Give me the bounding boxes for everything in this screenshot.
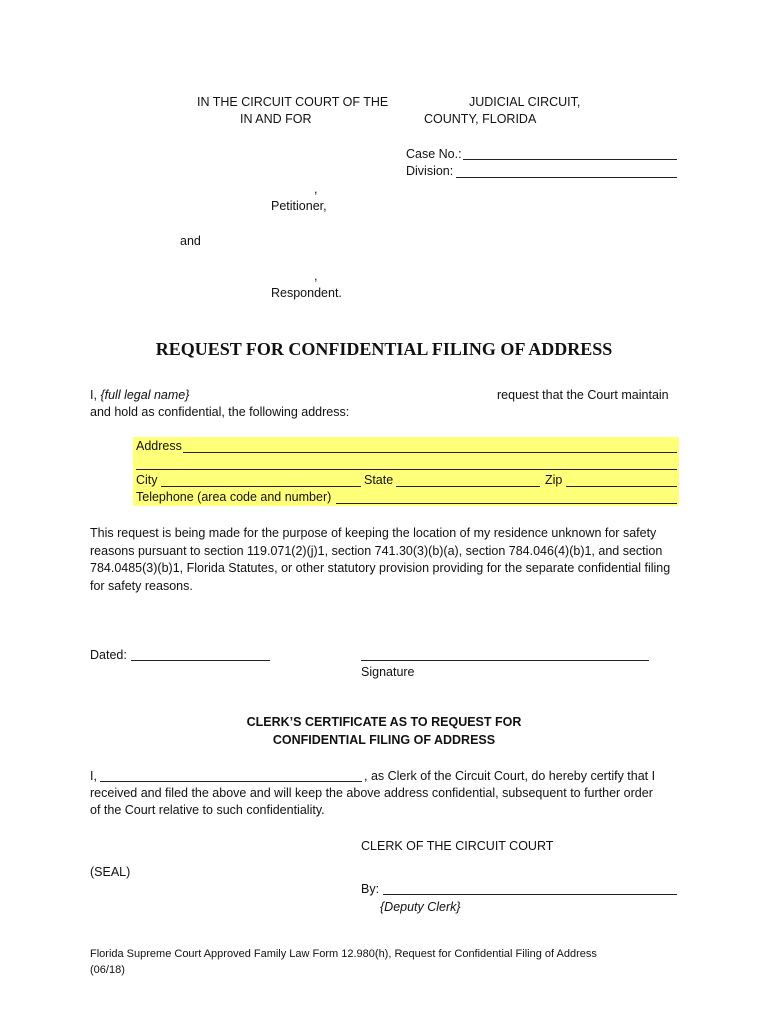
clerk-title: CLERK OF THE CIRCUIT COURT [361, 839, 554, 853]
and-label: and [180, 234, 201, 248]
zip-label: Zip [545, 473, 563, 487]
deputy-clerk-signature-field[interactable] [383, 894, 677, 895]
address-row [136, 438, 182, 455]
address-field-line2[interactable] [136, 469, 677, 470]
seal-label: (SEAL) [90, 865, 131, 879]
signature-field[interactable] [361, 660, 649, 661]
page-title: REQUEST FOR CONFIDENTIAL FILING OF ADDRESS [155, 339, 613, 359]
cert-line2: received and filed the above and will keep the above address confidential, subsequent to further order [90, 786, 653, 800]
by-label: By: [361, 882, 380, 896]
court-line1-left: IN THE CIRCUIT COURT OF THE [197, 95, 389, 109]
petitioner-label: Petitioner, [271, 199, 327, 213]
footer-line2: (06/18) [90, 964, 125, 976]
clerk-heading-line1: CLERK’S CERTIFICATE AS TO REQUEST FOR [246, 715, 522, 729]
division-field[interactable] [456, 177, 677, 178]
state-label: State [364, 473, 394, 487]
request-intro [90, 387, 189, 403]
address-label: Address [136, 439, 182, 453]
footer-line1: Florida Supreme Court Approved Family Law Form 12.980(h), Request for Confidential Filing of Address [90, 948, 597, 960]
date-field[interactable] [131, 660, 270, 661]
dated-label: Dated: [90, 648, 127, 662]
address-field[interactable] [183, 452, 677, 453]
city-field[interactable] [161, 486, 361, 487]
clerk-heading-line2: CONFIDENTIAL FILING OF ADDRESS [272, 733, 496, 747]
court-line1-right: JUDICIAL CIRCUIT, [469, 95, 581, 109]
telephone-label: Telephone (area code and number) [136, 490, 332, 504]
full-legal-name-placeholder[interactable]: {full legal name} [100, 388, 190, 402]
city-label: City [136, 473, 158, 487]
request-line2: and hold as confidential, the following address: [90, 405, 350, 419]
court-line2-left: IN AND FOR [240, 112, 312, 126]
case-no-label: Case No.: [406, 147, 462, 161]
cert-i-label: I, [90, 769, 97, 783]
court-line2-right: COUNTY, FLORIDA [424, 112, 537, 126]
signature-label: Signature [361, 665, 415, 679]
petitioner-comma: , [314, 182, 318, 196]
division-label: Division: [406, 164, 454, 178]
intro-prefix: I, [90, 388, 97, 402]
state-field[interactable] [396, 486, 540, 487]
cert-line1-suffix: , as Clerk of the Circuit Court, do hereby certify that I [364, 769, 656, 783]
zip-field[interactable] [566, 486, 677, 487]
cert-line3: of the Court relative to such confidentiality. [90, 803, 325, 817]
purpose-paragraph: This request is being made for the purpose of keeping the location of my residence unknown for safety reasons pursuant to section 119.071(2)(j)1, section 741.30(3)(b)(a), section 784.046(4)(b)1, and section 784.0485(3)(b)1, Florida Statutes, or other statutory provision providing for the separate confidential filing for safety reasons. [90, 526, 671, 593]
respondent-comma: , [314, 269, 318, 283]
request-suffix: request that the Court maintain [497, 388, 669, 402]
respondent-label: Respondent. [271, 286, 342, 300]
case-no-field[interactable] [463, 159, 677, 160]
telephone-field[interactable] [336, 503, 677, 504]
clerk-name-field[interactable] [100, 781, 362, 782]
deputy-clerk-label: {Deputy Clerk} [380, 900, 461, 914]
